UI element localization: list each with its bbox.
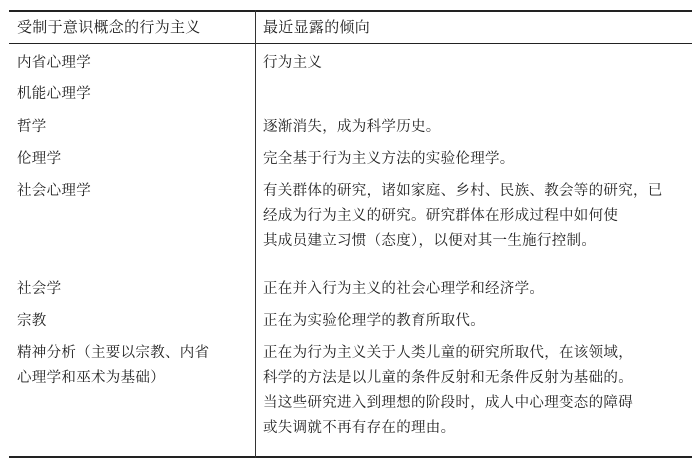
row-label-block	[17, 341, 209, 391]
row-label: 伦理学	[17, 151, 62, 167]
row-text-line: 正在为行为主义关于人类儿童的研究所取代，在该领域，	[263, 345, 633, 361]
row-label: 社会心理学	[17, 183, 91, 199]
table-header-rule	[9, 43, 692, 44]
row-label: 哲学	[17, 119, 47, 135]
row-text: 正在为实验伦理学的教育所取代。	[263, 313, 485, 329]
row-label: 社会学	[17, 281, 62, 297]
row-label-line: 精神分析（主要以宗教、内省	[17, 345, 210, 361]
row-text-block	[263, 341, 688, 441]
row-label: 机能心理学	[17, 86, 91, 102]
row-label: 内省心理学	[17, 55, 91, 71]
row-text-line: 有关群体的研究，诸如家庭、乡村、民族、教会等的研究，已	[263, 183, 663, 199]
row-text-line: 当这些研究进入到理想的阶段时，成人中心理变态的障碍	[263, 395, 633, 411]
header-col2: 最近显露的倾向	[263, 18, 371, 36]
header-col1: 受制于意识概念的行为主义	[17, 18, 201, 36]
row-text: 完全基于行为主义方法的实验伦理学。	[263, 151, 515, 167]
row-text-line: 其成员建立习惯（态度），以便对其一生施行控制。	[263, 233, 597, 249]
comparison-table	[9, 10, 692, 458]
row-label-line: 心理学和巫术为基础）	[17, 370, 165, 386]
table-bottom-rule	[9, 456, 692, 458]
column-divider	[255, 10, 256, 458]
row-text-line: 或失调就不再有存在的理由。	[263, 420, 456, 436]
table-top-rule	[9, 10, 692, 12]
row-text: 行为主义	[263, 55, 323, 71]
row-text-line: 经成为行为主义的研究。研究群体在形成过程中如何使	[263, 208, 619, 224]
row-text: 正在并入行为主义的社会心理学和经济学。	[263, 281, 545, 297]
row-text-line: 科学的方法是以儿童的条件反射和无条件反射为基础的。	[263, 370, 633, 386]
row-text: 逐渐消失，成为科学历史。	[263, 119, 441, 135]
row-label: 宗教	[17, 313, 47, 329]
row-text-block	[263, 179, 688, 254]
